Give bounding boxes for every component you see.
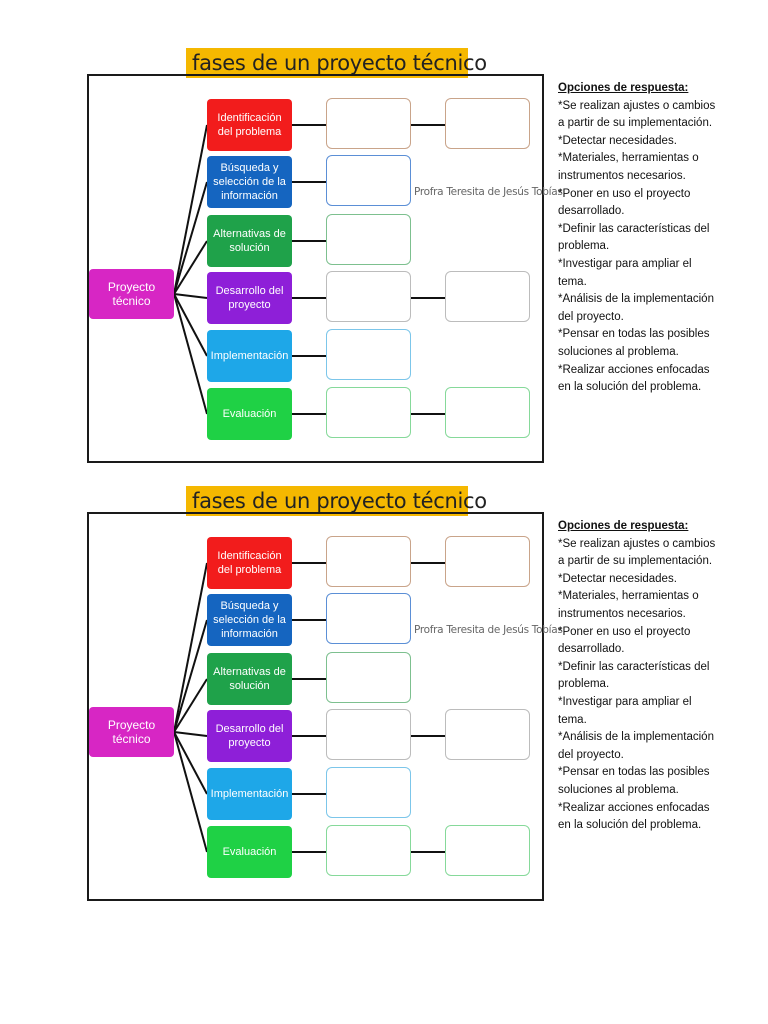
answer-box[interactable] bbox=[326, 214, 411, 265]
answer-box[interactable] bbox=[326, 825, 411, 876]
phase-node: Alternativas de solución bbox=[207, 215, 292, 267]
phase-node: Búsqueda y selección de la información bbox=[207, 156, 292, 208]
worksheet-title: fases de un proyecto técnico bbox=[186, 486, 468, 516]
phase-node: Identificación del problema bbox=[207, 99, 292, 151]
answer-box[interactable] bbox=[326, 709, 411, 760]
answer-box[interactable] bbox=[326, 329, 411, 380]
options-heading: Opciones de respuesta: bbox=[558, 520, 689, 532]
option-item: *Se realizan ajustes o cambios a partir de su implementación. bbox=[558, 99, 716, 130]
answer-box[interactable] bbox=[326, 593, 411, 644]
branch-line bbox=[174, 294, 207, 298]
answer-box-secondary[interactable] bbox=[445, 271, 530, 322]
phase-node: Desarrollo del proyecto bbox=[207, 710, 292, 762]
option-item: *Investigar para ampliar el tema. bbox=[558, 257, 692, 288]
answer-box[interactable] bbox=[326, 155, 411, 206]
option-item: *Se realizan ajustes o cambios a partir de su implementación. bbox=[558, 537, 716, 568]
worksheet-1 bbox=[0, 48, 768, 488]
option-item: *Materiales, herramientas o instrumentos necesarios. bbox=[558, 590, 699, 620]
branch-line bbox=[174, 182, 207, 294]
answer-box-secondary[interactable] bbox=[445, 98, 530, 149]
answer-box[interactable] bbox=[326, 98, 411, 149]
phase-node: Alternativas de solución bbox=[207, 653, 292, 705]
answer-options bbox=[558, 518, 718, 835]
answer-box[interactable] bbox=[326, 767, 411, 818]
option-item: *Definir las características del problema. bbox=[558, 222, 710, 253]
branch-line bbox=[174, 732, 207, 794]
option-item: *Poner en uso el proyecto desarrollado. bbox=[558, 625, 691, 656]
branch-line bbox=[174, 620, 207, 732]
author-credit: Profra Teresita de Jesús Tobías bbox=[414, 624, 563, 636]
options-heading: Opciones de respuesta: bbox=[558, 82, 689, 94]
option-item: *Pensar en todas las posibles soluciones al problema. bbox=[558, 328, 710, 358]
branch-line bbox=[174, 732, 207, 736]
option-item: *Análisis de la implementación del proyecto. bbox=[558, 731, 714, 761]
answer-box[interactable] bbox=[326, 271, 411, 322]
phase-node: Evaluación bbox=[207, 388, 292, 440]
option-item: *Realizar acciones enfocadas en la solución del problema. bbox=[558, 801, 710, 832]
root-node-proyecto-tecnico: Proyecto técnico bbox=[89, 707, 174, 757]
option-item: *Poner en uso el proyecto desarrollado. bbox=[558, 187, 691, 218]
branch-line bbox=[174, 294, 207, 414]
option-item: *Investigar para ampliar el tema. bbox=[558, 695, 692, 726]
option-item: *Detectar necesidades. bbox=[558, 572, 677, 585]
root-node-proyecto-tecnico: Proyecto técnico bbox=[89, 269, 174, 319]
phase-node: Desarrollo del proyecto bbox=[207, 272, 292, 324]
phase-node: Implementación bbox=[207, 330, 292, 382]
option-item: *Materiales, herramientas o instrumentos necesarios. bbox=[558, 152, 699, 182]
worksheet-title: fases de un proyecto técnico bbox=[186, 48, 468, 78]
answer-box-secondary[interactable] bbox=[445, 709, 530, 760]
answer-box[interactable] bbox=[326, 387, 411, 438]
answer-box-secondary[interactable] bbox=[445, 387, 530, 438]
worksheet-2 bbox=[0, 486, 768, 926]
option-item: *Pensar en todas las posibles soluciones al problema. bbox=[558, 766, 710, 796]
phase-node: Identificación del problema bbox=[207, 537, 292, 589]
phase-node: Búsqueda y selección de la información bbox=[207, 594, 292, 646]
phase-node: Evaluación bbox=[207, 826, 292, 878]
answer-options bbox=[558, 80, 718, 397]
option-item: *Detectar necesidades. bbox=[558, 134, 677, 147]
answer-box-secondary[interactable] bbox=[445, 536, 530, 587]
author-credit: Profra Teresita de Jesús Tobías bbox=[414, 186, 563, 198]
phase-node: Implementación bbox=[207, 768, 292, 820]
answer-box[interactable] bbox=[326, 536, 411, 587]
option-item: *Definir las características del problema. bbox=[558, 660, 710, 691]
branch-line bbox=[174, 294, 207, 356]
answer-box-secondary[interactable] bbox=[445, 825, 530, 876]
option-item: *Realizar acciones enfocadas en la solución del problema. bbox=[558, 363, 710, 394]
branch-line bbox=[174, 732, 207, 852]
option-item: *Análisis de la implementación del proyecto. bbox=[558, 293, 714, 323]
answer-box[interactable] bbox=[326, 652, 411, 703]
